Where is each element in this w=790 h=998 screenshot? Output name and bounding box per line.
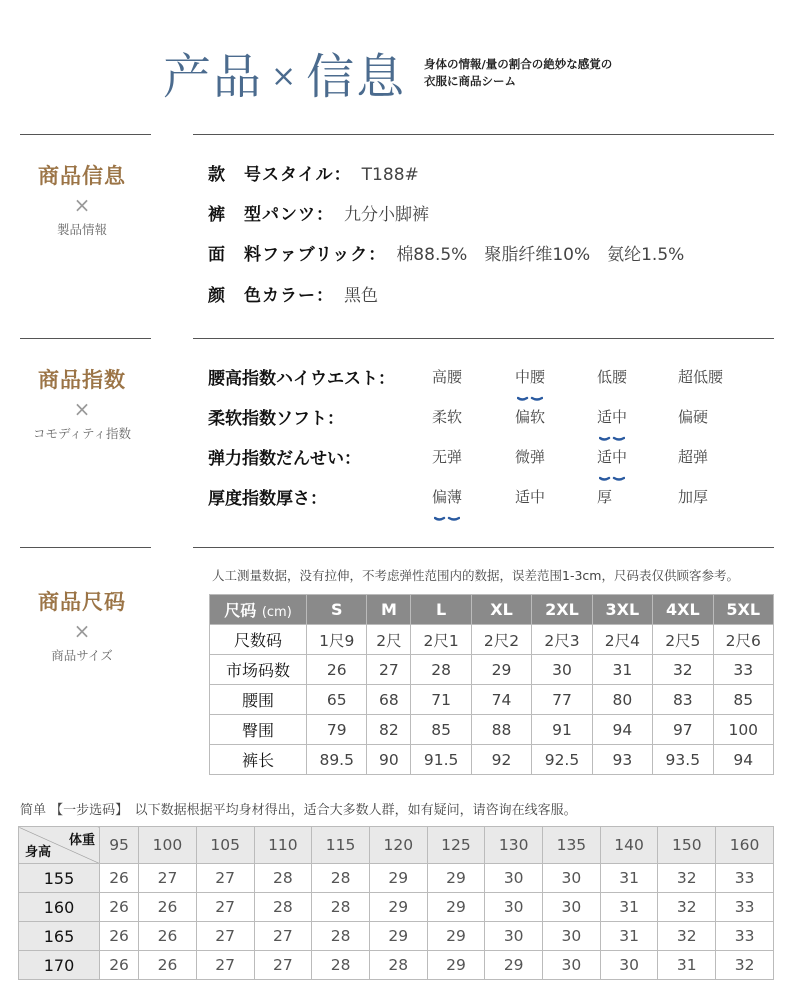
index-option: 低腰: [597, 368, 628, 386]
divider: [20, 134, 151, 135]
size-header-cell: L: [411, 595, 471, 625]
table-cell: 32: [658, 864, 716, 893]
weight-header-cell: 140: [600, 827, 658, 864]
row-label: 腰围: [210, 685, 307, 715]
table-cell: 32: [658, 922, 716, 951]
table-cell: 91.5: [411, 745, 471, 775]
table-cell: 27: [367, 655, 411, 685]
table-cell: 71: [411, 685, 471, 715]
table-cell: 2尺1: [411, 625, 471, 655]
table-cell: 30: [532, 655, 592, 685]
table-cell: 77: [532, 685, 592, 715]
section-subtitle: コモディティ指数: [32, 426, 131, 441]
table-cell: 29: [471, 655, 531, 685]
table-cell: 33: [713, 655, 773, 685]
table-cell: 29: [485, 951, 543, 980]
table-row: [19, 893, 774, 922]
size-header-cell: S: [307, 595, 367, 625]
table-row: [210, 745, 774, 775]
info-value: 棉88.5% 聚脂纤维10% 氨纶1.5%: [396, 245, 685, 265]
table-cell: 27: [139, 864, 197, 893]
index-option: 适中: [597, 448, 628, 466]
table-cell: 28: [312, 951, 370, 980]
table-header-row: [19, 827, 774, 864]
table-cell: 30: [485, 864, 543, 893]
info-row: [208, 200, 429, 225]
table-cell: 31: [600, 893, 658, 922]
table-cell: 29: [427, 951, 485, 980]
table-cell: 26: [307, 655, 367, 685]
weight-header-cell: 110: [254, 827, 312, 864]
row-label: 尺数码: [210, 625, 307, 655]
table-cell: 26: [100, 922, 139, 951]
size-header-cell: 2XL: [532, 595, 592, 625]
table-cell: 32: [658, 893, 716, 922]
info-row: [208, 240, 684, 265]
table-cell: 27: [254, 922, 312, 951]
weight-header-cell: 125: [427, 827, 485, 864]
weight-header-cell: 135: [543, 827, 601, 864]
table-cell: 83: [653, 685, 713, 715]
cross-icon: ×: [73, 193, 91, 217]
table-cell: 2尺4: [592, 625, 652, 655]
table-cell: 65: [307, 685, 367, 715]
section-subtitle: 商品サイズ: [51, 648, 113, 663]
table-row: [19, 922, 774, 951]
table-cell: 28: [312, 922, 370, 951]
table-cell: 31: [592, 655, 652, 685]
table-cell: 26: [100, 951, 139, 980]
title-left: 产品: [163, 49, 264, 105]
table-cell: 68: [367, 685, 411, 715]
info-value: 黑色: [344, 286, 378, 306]
table-cell: 26: [100, 893, 139, 922]
page-subtitle: [424, 56, 612, 90]
table-cell: 33: [716, 893, 774, 922]
height-label: 160: [19, 893, 100, 922]
cross-icon: ×: [73, 397, 91, 421]
corner-cell: [19, 827, 100, 864]
table-cell: 28: [312, 864, 370, 893]
section-title: 商品尺码: [38, 590, 126, 614]
table-cell: 30: [600, 951, 658, 980]
divider: [193, 134, 774, 135]
table-cell: 28: [254, 864, 312, 893]
info-row: [208, 281, 378, 306]
table-cell: 29: [369, 922, 427, 951]
table-cell: 27: [196, 864, 254, 893]
index-option: 厚: [597, 488, 613, 506]
table-cell: 28: [254, 893, 312, 922]
table-cell: 31: [658, 951, 716, 980]
index-option: 中腰: [515, 368, 546, 386]
size-header-cell: 3XL: [592, 595, 652, 625]
weight-header-cell: 95: [100, 827, 139, 864]
page-title: [163, 38, 406, 107]
table-cell: 85: [713, 685, 773, 715]
subtitle-line-1: 身体の情報/量の割合の絶妙な感覚の: [424, 57, 613, 71]
info-label: 面 料ファブリック：: [208, 245, 387, 265]
table-cell: 26: [139, 893, 197, 922]
table-row: [19, 864, 774, 893]
table-row: [210, 655, 774, 685]
weight-header-cell: 160: [716, 827, 774, 864]
table-cell: 79: [307, 715, 367, 745]
table-cell: 29: [427, 893, 485, 922]
size-header-cell: 5XL: [713, 595, 773, 625]
table-cell: 27: [196, 951, 254, 980]
table-cell: 27: [254, 951, 312, 980]
info-label: 颜 色カラー：: [208, 286, 334, 306]
table-cell: 2尺3: [532, 625, 592, 655]
index-option: 加厚: [678, 488, 709, 506]
size-header-cell: XL: [471, 595, 531, 625]
table-cell: 30: [485, 893, 543, 922]
table-row: [210, 625, 774, 655]
header-unit: (cm): [261, 605, 292, 620]
divider: [193, 338, 774, 339]
table-cell: 100: [713, 715, 773, 745]
table-cell: 26: [139, 951, 197, 980]
table-cell: 30: [543, 951, 601, 980]
table-cell: 26: [139, 922, 197, 951]
table-cell: 29: [427, 922, 485, 951]
size-selector-table: [18, 826, 774, 980]
table-cell: 30: [543, 893, 601, 922]
row-label: 裤长: [210, 745, 307, 775]
table-cell: 29: [369, 864, 427, 893]
table-cell: 31: [600, 864, 658, 893]
table-cell: 93.5: [653, 745, 713, 775]
index-option: 偏薄: [432, 488, 463, 506]
table-cell: 1尺9: [307, 625, 367, 655]
index-label: 腰高指数ハイウエスト：: [208, 369, 395, 389]
size-selector-title: 简单 【一步选码】 以下数据根据平均身材得出，适合大多数人群，如有疑问，请咨询在线客服。: [20, 803, 577, 818]
table-cell: 80: [592, 685, 652, 715]
selected-mark-icon: [434, 507, 460, 513]
weight-header-cell: 105: [196, 827, 254, 864]
index-option: 适中: [515, 488, 546, 506]
table-cell: 88: [471, 715, 531, 745]
weight-header-cell: 115: [312, 827, 370, 864]
info-value: T188#: [361, 165, 419, 185]
subtitle-line-2: 衣服に商品シーム: [424, 74, 516, 88]
weight-header-cell: 120: [369, 827, 427, 864]
table-cell: 29: [369, 893, 427, 922]
section-label-product-info: [20, 160, 144, 238]
index-option: 适中: [597, 408, 628, 426]
table-cell: 89.5: [307, 745, 367, 775]
table-cell: 31: [600, 922, 658, 951]
table-row: [19, 951, 774, 980]
table-cell: 28: [312, 893, 370, 922]
height-label: 155: [19, 864, 100, 893]
table-cell: 82: [367, 715, 411, 745]
weight-header-cell: 100: [139, 827, 197, 864]
index-option: 柔软: [432, 408, 463, 426]
selected-mark-icon: [517, 387, 543, 393]
info-label: 裤 型パンツ：: [208, 205, 334, 225]
size-note: 人工测量数据，没有拉伸，不考虑弹性范围内的数据，误差范围1-3cm，尺码表仅供顾客参考。: [212, 568, 739, 583]
table-cell: 26: [100, 864, 139, 893]
table-row: [210, 715, 774, 745]
divider: [20, 547, 151, 548]
section-label-product-index: [20, 364, 144, 442]
row-label: 臀围: [210, 715, 307, 745]
index-option: 无弹: [432, 448, 463, 466]
table-cell: 30: [543, 922, 601, 951]
header-cell: [210, 595, 307, 625]
table-cell: 33: [716, 922, 774, 951]
table-cell: 97: [653, 715, 713, 745]
header-label: 尺码: [224, 601, 257, 620]
weight-header-cell: 150: [658, 827, 716, 864]
table-cell: 2尺2: [471, 625, 531, 655]
table-cell: 30: [543, 864, 601, 893]
index-option: 微弹: [515, 448, 546, 466]
table-cell: 27: [196, 922, 254, 951]
table-cell: 27: [196, 893, 254, 922]
selected-mark-icon: [599, 427, 625, 433]
times-icon: ×: [271, 59, 299, 94]
table-row: [210, 685, 774, 715]
section-label-product-size: [20, 586, 144, 664]
table-cell: 2尺: [367, 625, 411, 655]
cross-icon: ×: [73, 619, 91, 643]
index-option: 超低腰: [678, 368, 724, 386]
table-cell: 92.5: [532, 745, 592, 775]
table-cell: 2尺6: [713, 625, 773, 655]
info-value: 九分小脚裤: [344, 205, 429, 225]
table-cell: 91: [532, 715, 592, 745]
index-option: 偏软: [515, 408, 546, 426]
table-cell: 94: [592, 715, 652, 745]
table-cell: 32: [716, 951, 774, 980]
table-cell: 33: [716, 864, 774, 893]
table-cell: 85: [411, 715, 471, 745]
weight-header-cell: 130: [485, 827, 543, 864]
size-header-cell: 4XL: [653, 595, 713, 625]
corner-height-label: 身高: [25, 845, 52, 860]
index-option: 超弹: [678, 448, 709, 466]
size-header-cell: M: [367, 595, 411, 625]
index-label: 柔软指数ソフト：: [208, 409, 344, 429]
index-label: 弹力指数だんせい：: [208, 449, 361, 469]
table-cell: 94: [713, 745, 773, 775]
title-right: 信息: [306, 49, 407, 105]
table-cell: 92: [471, 745, 531, 775]
table-cell: 2尺5: [653, 625, 713, 655]
table-cell: 90: [367, 745, 411, 775]
info-row: [208, 160, 419, 185]
size-table: [209, 594, 774, 775]
section-title: 商品信息: [38, 164, 126, 188]
table-cell: 29: [427, 864, 485, 893]
divider: [20, 338, 151, 339]
corner-weight-label: 体重: [68, 833, 95, 848]
table-cell: 74: [471, 685, 531, 715]
section-title: 商品指数: [38, 368, 126, 392]
divider: [193, 547, 774, 548]
section-subtitle: 製品情報: [56, 222, 107, 237]
table-cell: 30: [485, 922, 543, 951]
index-label: 厚度指数厚さ：: [208, 489, 327, 509]
table-cell: 32: [653, 655, 713, 685]
table-cell: 28: [369, 951, 427, 980]
height-label: 170: [19, 951, 100, 980]
index-option: 高腰: [432, 368, 463, 386]
row-label: 市场码数: [210, 655, 307, 685]
table-cell: 93: [592, 745, 652, 775]
selected-mark-icon: [599, 467, 625, 473]
table-header-row: [210, 595, 774, 625]
info-label: 款 号スタイル：: [208, 165, 352, 185]
height-label: 165: [19, 922, 100, 951]
index-option: 偏硬: [678, 408, 709, 426]
table-cell: 28: [411, 655, 471, 685]
